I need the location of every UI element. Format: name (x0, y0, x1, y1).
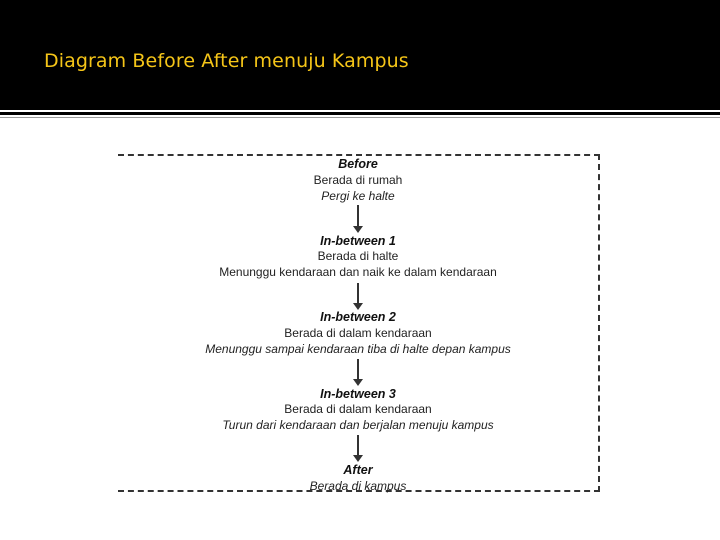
title-bar (0, 0, 720, 110)
after-heading: After (343, 463, 373, 477)
flow-arrow-4 (357, 435, 359, 456)
in-between-1-line-1: Berada di halte (317, 249, 399, 263)
before-line-2: Pergi ke halte (321, 189, 395, 203)
flow-arrow-1 (357, 205, 359, 227)
before-heading: Before (338, 157, 378, 171)
in-between-3-line-1: Berada di dalam kendaraan (284, 402, 432, 416)
in-between-2-line-2: Menunggu sampai kendaraan tiba di halte depan kampus (205, 342, 511, 356)
after-line-1: Berada di kampus (309, 479, 407, 493)
before-line-1: Berada di rumah (313, 173, 403, 187)
flow-arrow-2 (357, 283, 359, 304)
flow-arrow-3 (357, 359, 359, 380)
in-between-1-line-2: Menunggu kendaraan dan naik ke dalam kendaraan (219, 265, 497, 279)
divider-thick (0, 112, 720, 115)
in-between-2-line-1: Berada di dalam kendaraan (284, 326, 432, 340)
in-between-1-heading: In-between 1 (320, 234, 396, 248)
divider-thin (0, 117, 720, 118)
slide-title: Diagram Before After menuju Kampus (44, 50, 409, 72)
in-between-3-heading: In-between 3 (320, 387, 396, 401)
in-between-2-heading: In-between 2 (320, 310, 396, 324)
in-between-3-line-2: Turun dari kendaraan dan berjalan menuju kampus (222, 418, 494, 432)
